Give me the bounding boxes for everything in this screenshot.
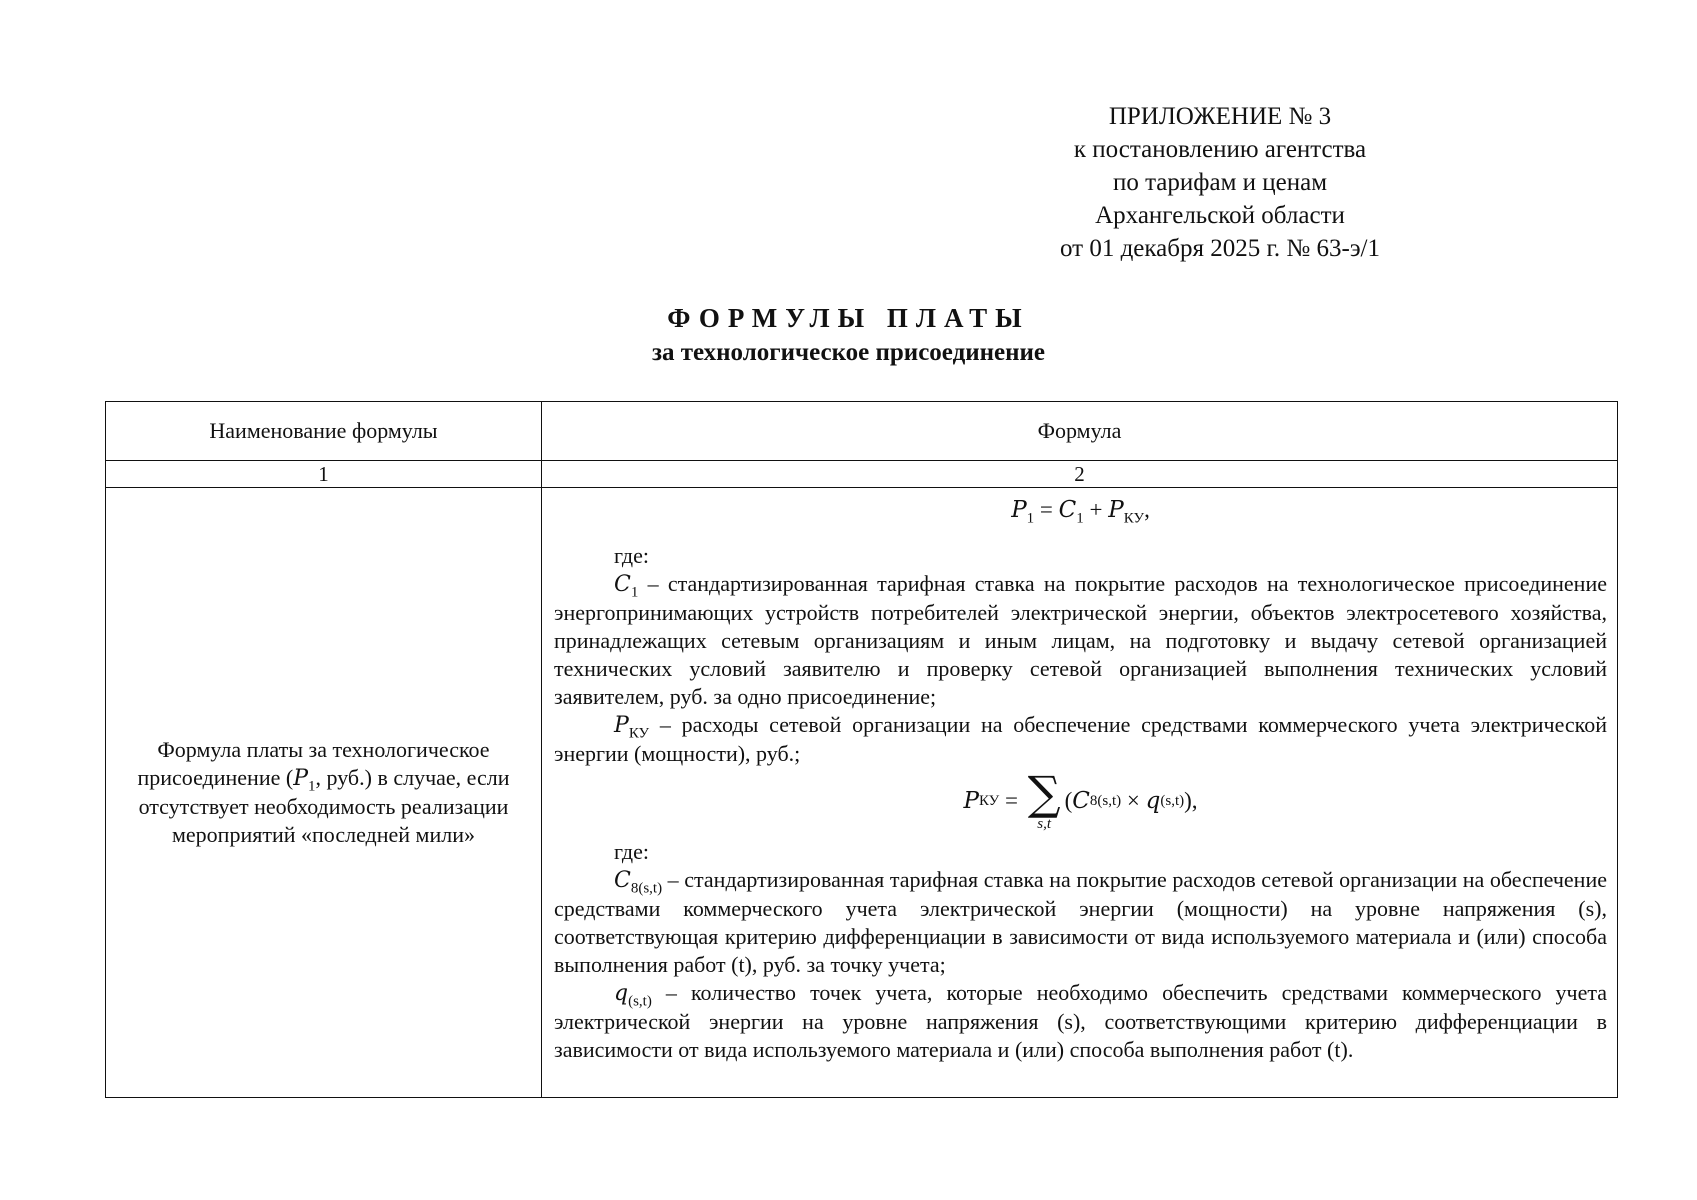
header-name: Наименование формулы (106, 402, 542, 461)
formula-pku: P КУ = ∑ s,t ( C 8(s,t) × q (s,t) ), (963, 766, 1198, 832)
formula-p1: $P_1 = C_1 + P_{КУ}$, (1011, 497, 1150, 527)
definition-pku: $P_{КУ}$ – расходы сетевой организации на обеспечение средствами коммерческого учета электрической энергии (мощности), руб.; (554, 712, 1607, 766)
appendix-line: Архангельской области (1095, 202, 1345, 229)
definition-c8: $C_{8(s,t)}$ – стандартизированная тарифная ставка на покрытие расходов сетевой организации на обеспечение средствами коммерческого учета электрической энергии (мощности) на уровне напряжения (s), соответствующая критерию дифференциации в зависимости от вида используемого материала и (или) способа выполнения работ (t), руб. за точку учета; (554, 867, 1607, 977)
appendix-date: от 01 декабря 2025 г. № 63-э/1 (1059, 235, 1381, 262)
formula-table (105, 401, 1618, 1098)
sum-symbol: ∑ s,t (1027, 766, 1061, 832)
where-label: где: (614, 543, 649, 568)
appendix-title: ПРИЛОЖЕНИЕ № 3 (1108, 103, 1332, 130)
appendix-header (1000, 100, 1440, 265)
formula-cell (542, 488, 1618, 1098)
column-number: 1 (106, 461, 542, 488)
definition-c1: $C_1$ – стандартизированная тарифная ставка на покрытие расходов на технологическое присоединение энергопринимающих устройств потребителей электрической энергии, объектов электросетевого хозяйства, принадлежащих сетевым организациям и иным лицам, на подготовку и выдачу сетевой организацией технических условий заявителю и проверку сетевой организацией выполнения технических условий заявителем, руб. за одно присоединение; (554, 571, 1607, 709)
appendix-line: к постановлению агентства (1073, 136, 1367, 163)
title-sub: за технологическое присоединение (651, 339, 1046, 366)
title-main: ФОРМУЛЫ ПЛАТЫ (667, 303, 1030, 333)
table-header-row (106, 402, 1618, 461)
column-number-row (106, 461, 1618, 488)
definition-q: $q_{(s,t)}$ – количество точек учета, которые необходимо обеспечить средствами коммерческого учета электрической энергии на уровне напряжения (s), соответствующими критерию дифференциации в зависимости от вида используемого материала и (или) способа выполнения работ (t). (554, 980, 1607, 1062)
header-formula: Формула (542, 402, 1618, 461)
appendix-line: по тарифам и ценам (1112, 169, 1328, 196)
column-number: 2 (542, 461, 1618, 488)
table-row (106, 488, 1618, 1098)
document-title (0, 300, 1697, 370)
formula-name-cell: Формула платы за технологическое присоединение ($P_1$, руб.) в случае, если отсутствует необходимость реализации мероприятий «последней мили» (106, 488, 542, 1098)
where-label: где: (614, 839, 649, 864)
